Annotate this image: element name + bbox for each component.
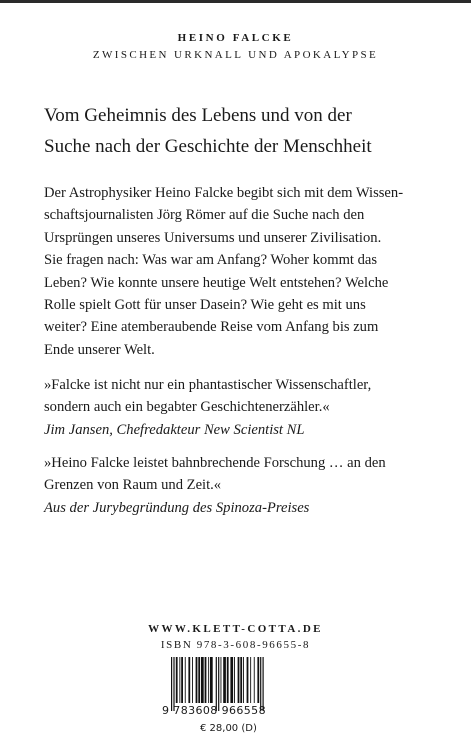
tagline-line: Suche nach der Geschichte der Menschheit — [44, 136, 372, 157]
barcode-bar — [218, 657, 219, 711]
quote-spinoza — [44, 452, 444, 519]
tagline-line: Vom Geheimnis des Lebens und von der — [44, 105, 352, 126]
barcode-bar — [263, 657, 264, 711]
description-line: Ende unserer Welt. — [44, 341, 155, 358]
barcode-digits: 9 783608 966558 — [162, 704, 266, 717]
barcode-bar — [243, 657, 244, 703]
author-name: HEINO FALCKE — [177, 32, 294, 44]
quote-line: sondern auch ein begabter Geschichtenerzähler.« — [44, 399, 330, 416]
description-line: schaftsjournalisten Jörg Römer auf die Suche nach den — [44, 207, 365, 224]
barcode-bar — [196, 657, 198, 703]
description-line: Sie fragen nach: Was war am Anfang? Woher kommt das — [44, 252, 378, 269]
barcode-bar — [221, 657, 222, 703]
barcode-bar — [192, 657, 193, 703]
barcode-bar — [238, 657, 240, 703]
barcode-bar — [185, 657, 186, 703]
barcode-bar — [179, 657, 180, 703]
quote-jansen — [44, 374, 444, 441]
barcode-bar — [205, 657, 207, 703]
barcode-bar — [223, 657, 226, 703]
tagline — [44, 100, 444, 162]
description-line: Der Astrophysiker Heino Falcke begibt sich mit dem Wissen- — [44, 185, 404, 201]
barcode-bar — [181, 657, 183, 703]
barcode-bar — [254, 657, 255, 703]
quote-line: Grenzen von Raum und Zeit.« — [44, 477, 222, 494]
description-line: Rolle spielt Gott für unser Dasein? Wie geht es mit uns — [44, 297, 366, 314]
barcode — [162, 655, 310, 741]
barcode-bar — [227, 657, 229, 703]
barcode-bar — [247, 657, 249, 703]
quote-source: Jim Jansen, Chefredakteur New Scientist NL — [44, 421, 305, 438]
description-line: Ursprüngen unseres Universums und unserer Zivilisation. — [44, 229, 382, 246]
barcode-bar — [257, 657, 259, 703]
barcode-bar — [260, 657, 261, 711]
book-title: ZWISCHEN URKNALL UND APOKALYPSE — [92, 49, 379, 61]
barcode-bar — [210, 657, 213, 703]
quote-source: Aus der Jurybegründung des Spinoza-Preises — [44, 499, 310, 516]
barcode-bar — [250, 657, 251, 703]
barcode-bar — [234, 657, 235, 703]
barcode-bar — [240, 657, 242, 703]
barcode-bar — [230, 657, 233, 703]
book-description — [44, 182, 444, 361]
barcode-bar — [176, 657, 178, 703]
isbn-number: ISBN 978-3-608-96655-8 — [160, 639, 311, 651]
barcode-bar — [171, 657, 172, 711]
publisher-website: WWW.KLETT-COTTA.DE — [148, 623, 323, 635]
description-line: Leben? Wie konnte unsere heutige Welt entstehen? Welche — [44, 274, 389, 291]
barcode-bar — [201, 657, 204, 703]
quote-line: »Falcke ist nicht nur ein phantastischer Wissenschaftler, — [44, 377, 372, 393]
barcode-bar — [173, 657, 174, 711]
quote-line: »Heino Falcke leistet bahnbrechende Forschung … an den — [44, 455, 386, 471]
price-label: € 28,00 (D) — [200, 723, 257, 734]
barcode-bar — [188, 657, 190, 703]
top-rule — [0, 0, 471, 3]
barcode-bar — [208, 657, 209, 703]
barcode-bar — [216, 657, 217, 711]
description-line: weiter? Eine atemberaubende Reise vom Anfang bis zum — [44, 319, 379, 336]
barcode-bar — [198, 657, 200, 703]
